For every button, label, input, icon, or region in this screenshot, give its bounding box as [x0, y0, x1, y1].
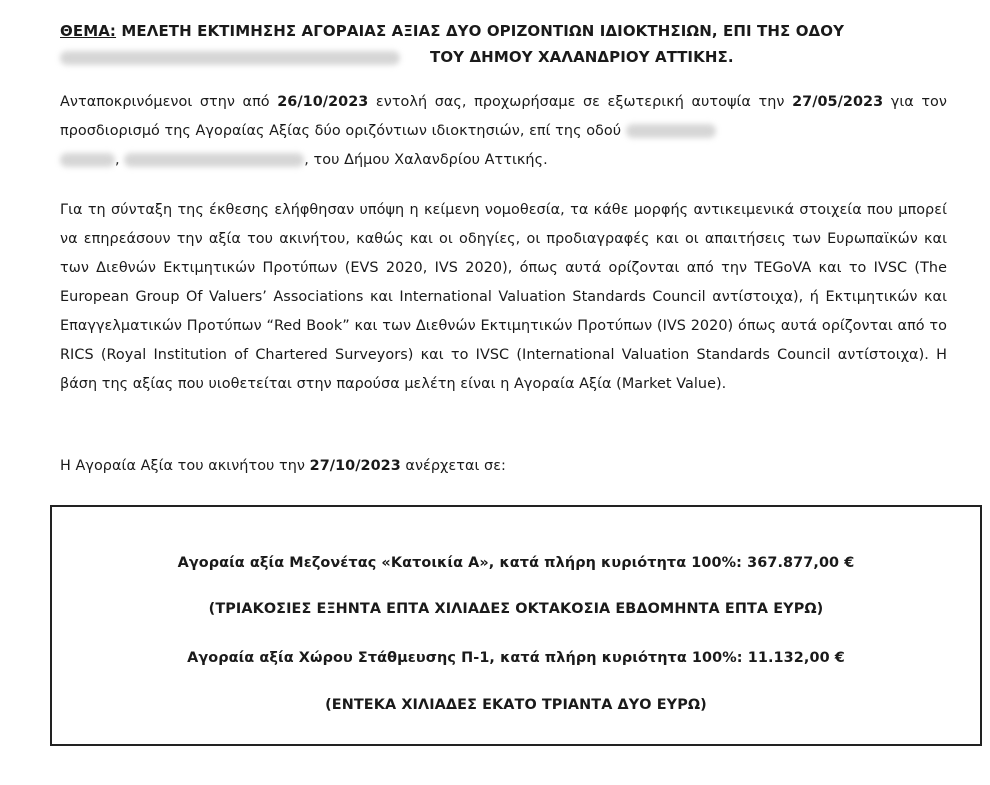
subject-line2-text: ΤΟΥ ΔΗΜΟΥ ΧΑΛΑΝΔΡΙΟΥ ΑΤΤΙΚΗΣ. [430, 48, 734, 66]
p3-text-2: ανέρχεται σε: [400, 458, 506, 474]
p1-text-3: για τον προσδιορισμό της Αγοραίας Αξίας δύο οριζόντιων ιδιοκτησιών, επί της οδού [60, 94, 947, 139]
redacted-street-name [60, 51, 400, 65]
valuation-summary-box [50, 505, 982, 746]
redacted-address-3 [124, 153, 304, 167]
parking-value: Αγοραία αξία Χώρου Στάθμευσης Π-1, κατά πλήρη κυριότητα 100%: 11.132,00 € [187, 650, 845, 666]
maisonette-value: Αγοραία αξία Μεζονέτας «Κατοικία Α», κατά πλήρη κυριότητα 100%: 367.877,00 € [177, 555, 855, 571]
paragraph-standards: Για τη σύνταξη της έκθεσης ελήφθησαν υπόψη η κείμενη νομοθεσία, τα κάθε μορφής αντικειμενικά στοιχεία που μπορεί να επηρεάσουν την αξία του ακινήτου, καθώς και οι οδηγίες, οι προδιαγραφές και οι απαιτήσεις των Ευρωπαϊκών και των Διεθνών Εκτιμητικών Προτύπων (EVS 2020, IVS 2020), όπως αυτά ορίζονται από την TEGoVA και το IVSC (The European Group Of Valuers’ Associations και International Valuation Standards Council αντίστοιχα), ή Εκτιμητικών και Επαγγελματικών Προτύπων “Red Book” και των Διεθνών Εκτιμητικών Προτύπων (IVS 2020) όπως αυτά ορίζονται από το RICS (Royal Institution of Chartered Surveyors) και το IVSC (International Valuation Standards Council αντίστοιχα). Η βάση της αξίας που υιοθετείται στην παρούσα μελέτη είναι η Αγοραία Αξία (Market Value). [60, 202, 947, 392]
valuation-date: 27/10/2023 [309, 458, 401, 474]
maisonette-value-words: (ΤΡΙΑΚΟΣΙΕΣ ΕΞΗΝΤΑ ΕΠΤΑ ΧΙΛΙΑΔΕΣ ΟΚΤΑΚΟΣΙΑ ΕΒΔΟΜΗΝΤΑ ΕΠΤΑ ΕΥΡΩ) [208, 601, 824, 617]
p1-text-5: , του Δήμου Χαλανδρίου Αττικής. [304, 152, 548, 168]
parking-value-words: (ΕΝΤΕΚΑ ΧΙΛΙΑΔΕΣ ΕΚΑΤΟ ΤΡΙΑΝΤΑ ΔΥΟ ΕΥΡΩ) [325, 697, 707, 713]
redacted-address-1 [626, 124, 716, 138]
p1-text-4: , [115, 152, 125, 168]
p1-text-2: εντολή σας, προχωρήσαμε σε εξωτερική αυτοψία την [368, 94, 793, 110]
subject-text: ΜΕΛΕΤΗ ΕΚΤΙΜΗΣΗΣ ΑΓΟΡΑΙΑΣ ΑΞΙΑΣ ΔΥΟ ΟΡΙΖΟΝΤΙΩΝ ΙΔΙΟΚΤΗΣΙΩΝ, ΕΠΙ ΤΗΣ ΟΔΟΥ [121, 22, 845, 40]
p1-text-1: Ανταποκρινόμενοι στην από [60, 94, 278, 110]
redacted-address-2 [60, 153, 115, 167]
subject-heading [60, 18, 945, 70]
inspection-date: 27/05/2023 [792, 94, 884, 110]
subject-label: ΘΕΜΑ: [60, 22, 117, 40]
subject-line2 [60, 44, 945, 70]
paragraph-instruction [60, 88, 947, 175]
p3-text-1: Η Αγοραία Αξία του ακινήτου την [60, 458, 310, 474]
instruction-date: 26/10/2023 [277, 94, 369, 110]
paragraph-market-value [60, 452, 947, 481]
